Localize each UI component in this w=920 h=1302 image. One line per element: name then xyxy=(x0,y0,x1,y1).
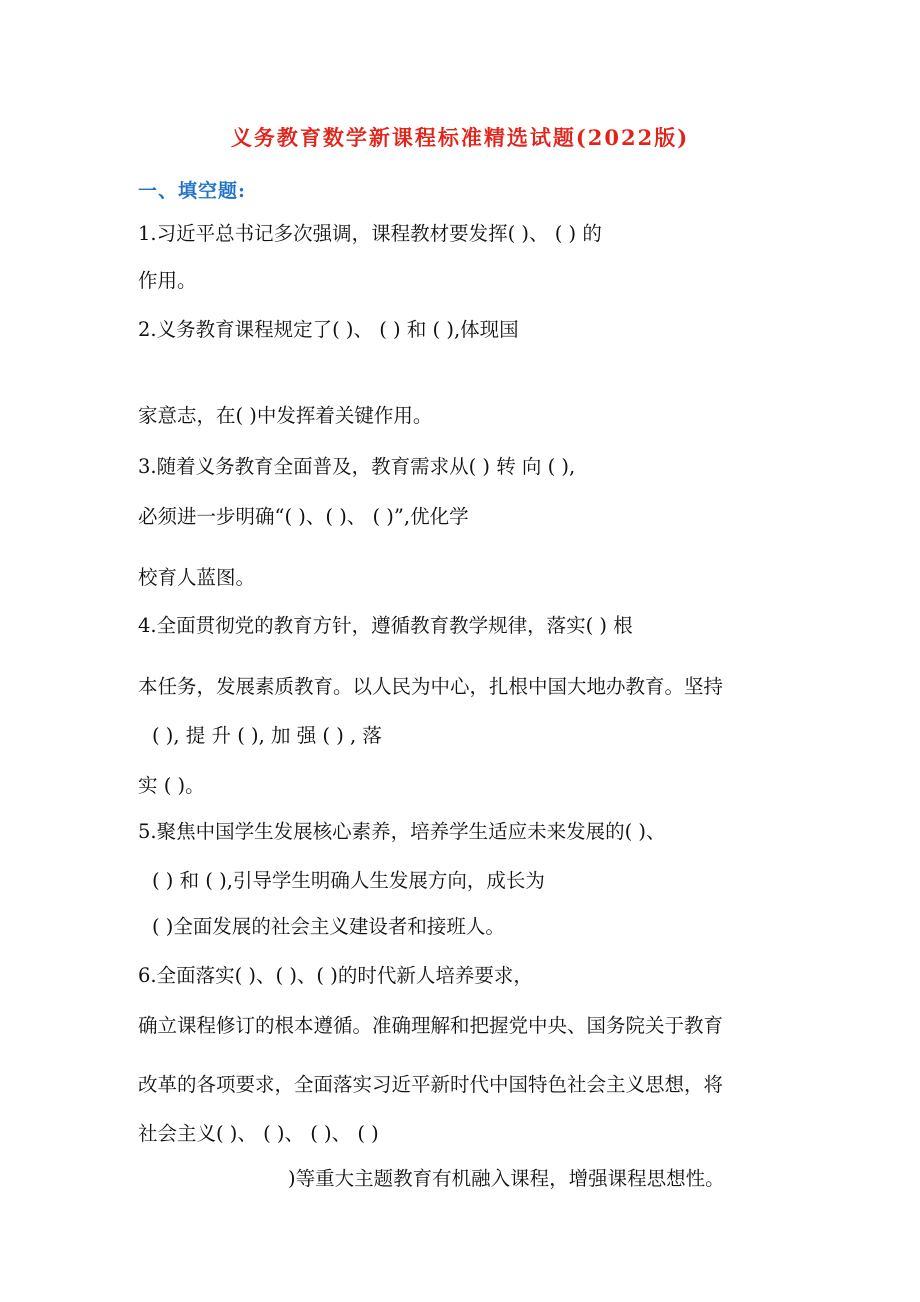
question-line: 3.随着义务教育全面普及，教育需求从( ) 转 向 ( ), xyxy=(138,455,576,478)
question-line: ( ), 提 升 ( ), 加 强 ( ) , 落 xyxy=(152,724,382,747)
question-line: 校育人蓝图。 xyxy=(138,566,256,589)
question-line: 6.全面落实( )、( )、( )的时代新人培养要求， xyxy=(138,964,533,987)
question-line: ( ) 和 ( ),引导学生明确人生发展方向，成长为 xyxy=(152,869,545,892)
question-line: 家意志，在( )中发挥着关键作用。 xyxy=(138,404,433,427)
question-line: ( )全面发展的社会主义建设者和接班人。 xyxy=(152,915,505,938)
question-line: 4.全面贯彻党的教育方针，遵循教育教学规律，落实( ) 根 xyxy=(138,614,633,637)
question-line: 5.聚焦中国学生发展核心素养，培养学生适应未来发展的( )、 xyxy=(138,820,666,843)
question-line: 2.义务教育课程规定了( )、 ( ) 和 ( ),体现国 xyxy=(138,318,519,341)
question-line: 作用。 xyxy=(138,269,197,292)
question-line: )等重大主题教育有机融入课程，增强课程思想性。 xyxy=(288,1167,725,1190)
question-line: 实 ( )。 xyxy=(138,774,205,797)
question-line: 1.习近平总书记多次强调，课程教材要发挥( )、 ( ) 的 xyxy=(138,222,602,245)
question-line: 改革的各项要求，全面落实习近平新时代中国特色社会主义思想，将 xyxy=(138,1073,724,1096)
question-line: 本任务，发展素质教育。以人民为中心，扎根中国大地办教育。坚持 xyxy=(138,675,724,698)
section-heading: 一、填空题: xyxy=(138,180,247,202)
document-title: 义务教育数学新课程标准精选试题(2022版) xyxy=(230,125,690,150)
question-line: 确立课程修订的根本遵循。准确理解和把握党中央、国务院关于教育 xyxy=(138,1014,724,1037)
question-line: 社会主义( )、 ( )、 ( )、 ( ) xyxy=(138,1122,379,1145)
question-line: 必须进一步明确“( )、( )、 ( )”,优化学 xyxy=(138,505,469,528)
